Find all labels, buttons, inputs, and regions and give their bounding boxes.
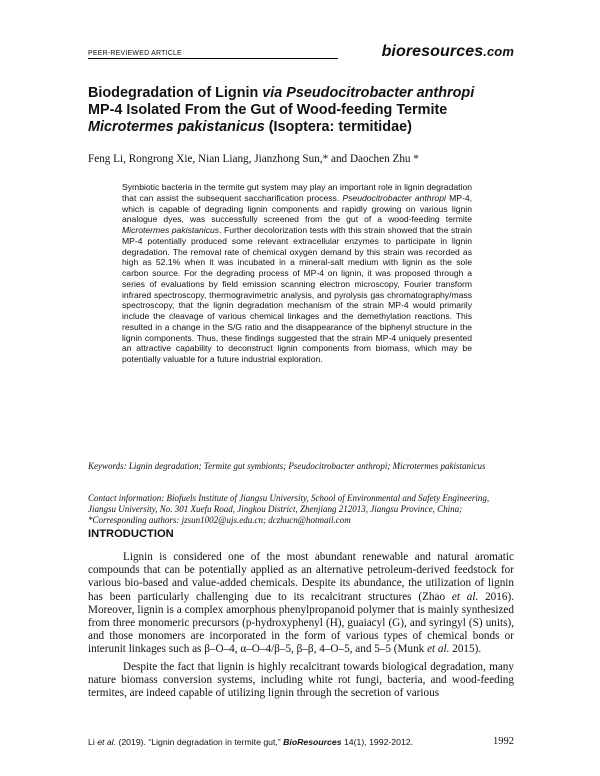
intro-p1-text-a: Lignin is considered one of the most abundant renewable and natural aromatic compounds that can be potentially applied as an alternative petroleum-derived feedstock for various bio-based and value-added chemicals. Despite its abundance, the utilization of lignin has been particularly challenging due to its recalcitrant structures (Zhao xyxy=(88,551,514,603)
abstract-text-1: Symbiotic bacteria in the termite gut system may play an important role in lignin degradation that can assist the subsequent saccharification process. xyxy=(122,182,472,203)
journal-brand-link[interactable] xyxy=(382,43,514,61)
brand-name: bioresources xyxy=(381,43,484,60)
cite-title: (2019). “Lignin degradation in termite gut,” xyxy=(116,737,284,747)
footer-citation xyxy=(88,737,413,747)
introduction-body xyxy=(88,551,514,700)
abstract xyxy=(122,182,472,365)
abstract-species-1: Pseudocitrobacter anthropi xyxy=(342,192,446,203)
abstract-species-2: Microtermes pakistanicus xyxy=(122,225,220,235)
cite-journal: BioResources xyxy=(283,737,342,747)
peer-reviewed-label: PEER-REVIEWED ARTICLE xyxy=(88,50,182,57)
intro-p1-etal-1: et al. xyxy=(451,590,479,603)
title-line2: MP-4 Isolated From the Gut of Wood-feeding Termite xyxy=(88,102,448,118)
author-list: Feng Li, Rongrong Xie, Nian Liang, Jianzhong Sun,* and Daochen Zhu * xyxy=(88,153,419,165)
cite-volume: 14(1), 1992-2012. xyxy=(341,737,414,747)
contact-information: Contact information: Biofuels Institute of Jiangsu University, School of Environmental and Safety Engineering, Jiangsu University, No. 301 Xuefu Road, Jingkou District, Zhenjiang 212013, Jiangsu Province, China; *Corresponding authors: jzsun1002@ujs.edu.cn; dczhucn@hotmail.com xyxy=(88,493,490,525)
intro-p1-text-c: 2015). xyxy=(449,643,482,656)
keywords: Keywords: Lignin degradation; Termite gut symbionts; Pseudocitrobacter anthropi; Microtermes pakistanicus xyxy=(88,461,486,471)
page-number: 1992 xyxy=(493,736,514,747)
brand-suffix: .com xyxy=(483,44,514,59)
title-line1-species: via Pseudocitrobacter anthropi xyxy=(262,85,475,101)
page-footer xyxy=(88,737,514,751)
intro-paragraph-2: Despite the fact that lignin is highly recalcitrant towards biological degradation, many nature biomass conversion systems, including white rot fungi, bacteria, and wood-feeding termites, are indeed capable of utilizing lignin through the secretion of various xyxy=(88,660,514,700)
intro-paragraph-1 xyxy=(88,551,514,657)
header-rule xyxy=(88,58,338,59)
intro-p1-etal-2: et al. xyxy=(427,643,450,656)
title-line3-species: Microtermes pakistanicus xyxy=(88,119,265,135)
abstract-text-2: MP-4, which is capable of degrading lignin components and rapidly growing on various lignin analogue dyes, was successfully screened from the gut of a wood-feeding termite xyxy=(122,192,472,225)
title-line3-part2: (Isoptera: termitidae) xyxy=(264,119,412,135)
abstract-text-3: . Further decolorization tests with this strain showed that the strain MP-4 potentially produced some relevant extracellular enzymes to participate in lignin degradation. The removal rate of chemical oxygen demand by this strain was recorded as high as 52.1% when it was incubated in a mineral-salt medium with lignin as the sole carbon source. For the degrading process of MP-4 on lignin, it was proposed through a series of evaluations by field emission scanning electron microscopy, Fourier transform infrared spectroscopy, thermogravimetric analysis, and pyrolysis gas chromatography/mass spectroscopy, that the lignin degradation mechanism of the strain MP-4 would primarily include the cleavage of various chemical linkages and the demethylation reactions. This resulted in a change in the S/G ratio and the disappearance of the biphenyl structure in the lignin components. Thus, these findings suggested that the strain MP-4 uniquely presented an attractive capability to deconstruct lignin components from biomass, which may be potentially valuable for a future industrial exploration. xyxy=(122,225,472,364)
section-heading-introduction: INTRODUCTION xyxy=(88,528,174,540)
intro-p1-text-b: 2016). Moreover, lignin is a complex amorphous phenylpropanoid polymer that is mainly synthesized from three monomeric precursors (p-hydroxyphenyl (H), guaiacyl (G), and syringyl (S) units), and those monomers are incorporated in the form of various types of chemical bonds or interunit linkages such as β–O–4, α–O–4/β–5, β–β, 4–O–5, and 5–5 (Munk xyxy=(88,590,514,656)
cite-etal: et al. xyxy=(97,737,117,747)
article-title xyxy=(88,85,518,136)
title-line1-part1: Biodegradation of Lignin xyxy=(88,85,263,101)
cite-author: Li xyxy=(88,737,98,747)
page-header xyxy=(88,38,514,60)
